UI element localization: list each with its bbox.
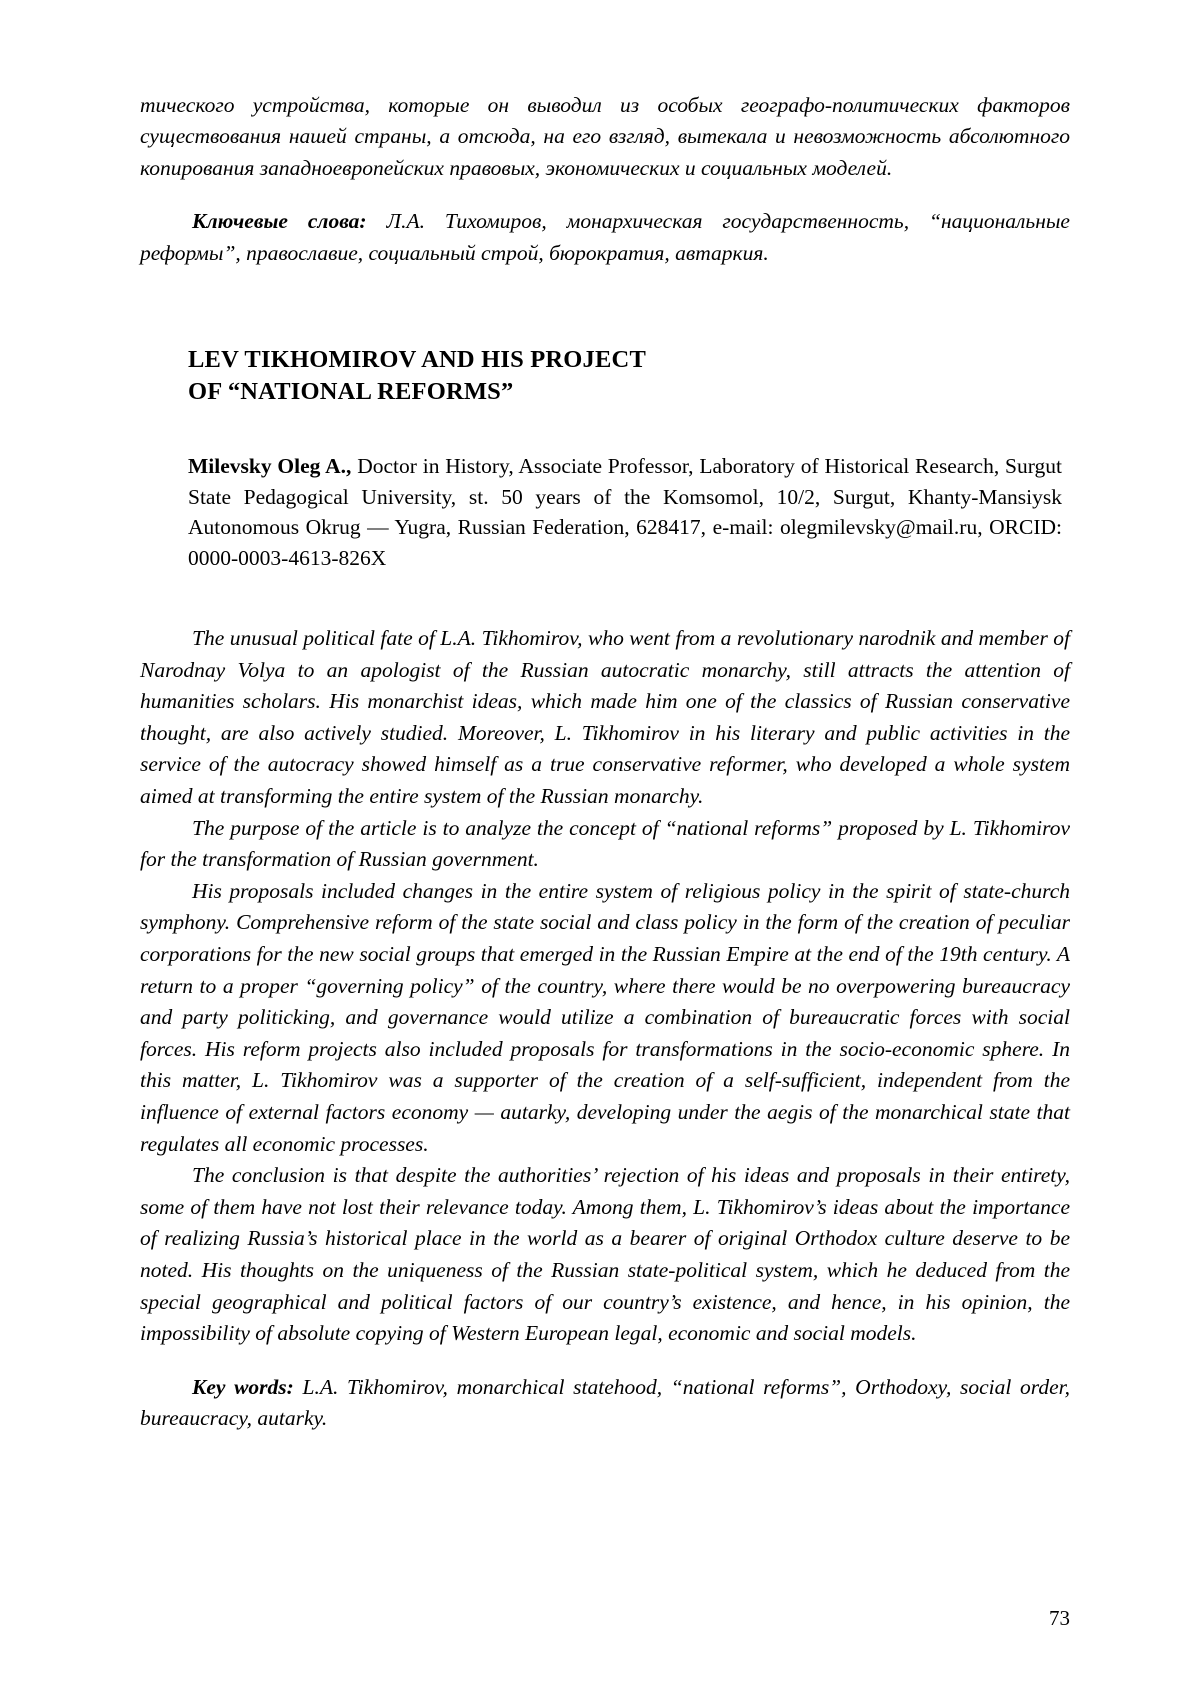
continued-paragraph-russian: тического устройства, которые он выводил из особых географо-политических факторов существования нашей страны, а отсюда, на его взгляд, вытекала и невозможность абсолютного копирования западноевропейских правовых, экономических и социальных моделей.: [140, 93, 1070, 180]
abstract-paragraph: His proposals included changes in the entire system of religious policy in the spirit of state-church symphony. Comprehensive reform of the state social and class policy in the form of the creation of peculiar corporations for the new social groups that emerged in the Russian Empire at the end of the 19th century. A return to a proper “governing policy” of the country, where there would be no overpowering bureaucracy and party politicking, and governance would utilize a combination of bureaucratic forces with social forces. His reform projects also included proposals for transformations in the socio-economic sphere. In this matter, L. Tikhomirov was a supporter of the creation of a self-sufficient, independent from the influence of external factors economy — autarky, developing under the aegis of the monarchical state that regulates all economic processes.: [140, 878, 1070, 1156]
author-name: Milevsky Oleg A.,: [188, 454, 352, 479]
author-affiliation-block: [188, 451, 1062, 573]
keywords-russian: [140, 206, 1070, 269]
abstract: [140, 623, 1070, 1350]
page-number: 73: [1049, 1606, 1070, 1630]
keywords-english-label: Key words:: [192, 1374, 294, 1399]
keywords-russian-text: Л.А. Тихомиров, монархическая государственность, “национальные реформы”, православие, социальный строй, бюрократия, автаркия.: [140, 209, 1070, 265]
keywords-russian-label: Ключевые слова:: [192, 209, 367, 234]
keywords-english: [140, 1372, 1070, 1435]
abstract-paragraph: The conclusion is that despite the authorities’ rejection of his ideas and proposals in their entirety, some of them have not lost their relevance today. Among them, L. Tikhomirov’s ideas about the importance of realizing Russia’s historical place in the world as a bearer of original Orthodox culture deserve to be noted. His thoughts on the uniqueness of the Russian state-political system, which he deduced from the special geographical and political factors of our country’s existence, and hence, in his opinion, the impossibility of absolute copying of Western European legal, economic and social models.: [140, 1163, 1070, 1346]
abstract-paragraph: The unusual political fate of L.A. Tikhomirov, who went from a revolutionary narodnik and member of Narodnay Volya to an apologist of the Russian autocratic monarchy, still attracts the attention of humanities scholars. His monarchist ideas, which made him one of the classics of Russian conservative thought, are also actively studied. Moreover, L. Tikhomirov in his literary and public activities in the service of the autocracy showed himself as a true conservative reformer, who developed a whole system aimed at transforming the entire system of the Russian monarchy.: [140, 626, 1070, 809]
keywords-english-text: L.A. Tikhomirov, monarchical statehood, “national reforms”, Orthodoxy, social order, bureaucracy, autarky.: [140, 1374, 1070, 1431]
author-affiliation: Doctor in History, Associate Professor, Laboratory of Historical Research, Surgut State Pedagogical University, st. 50 years of the Komsomol, 10/2, Surgut, Khanty-Mansiysk Autonomous Okrug — Yugra, Russian Federation, 628417, e-mail: olegmilevsky@mail.ru, ORCID: 0000-0003-4613-826X: [188, 454, 1063, 570]
abstract-paragraph: The purpose of the article is to analyze the concept of “national reforms” proposed by L. Tikhomirov for the transformation of Russian government.: [140, 815, 1070, 872]
article-title-line-2: OF “NATIONAL REFORMS”: [188, 378, 514, 406]
article-title-line-1: LEV TIKHOMIROV AND HIS PROJECT: [188, 345, 646, 373]
article-title: [188, 344, 1070, 409]
